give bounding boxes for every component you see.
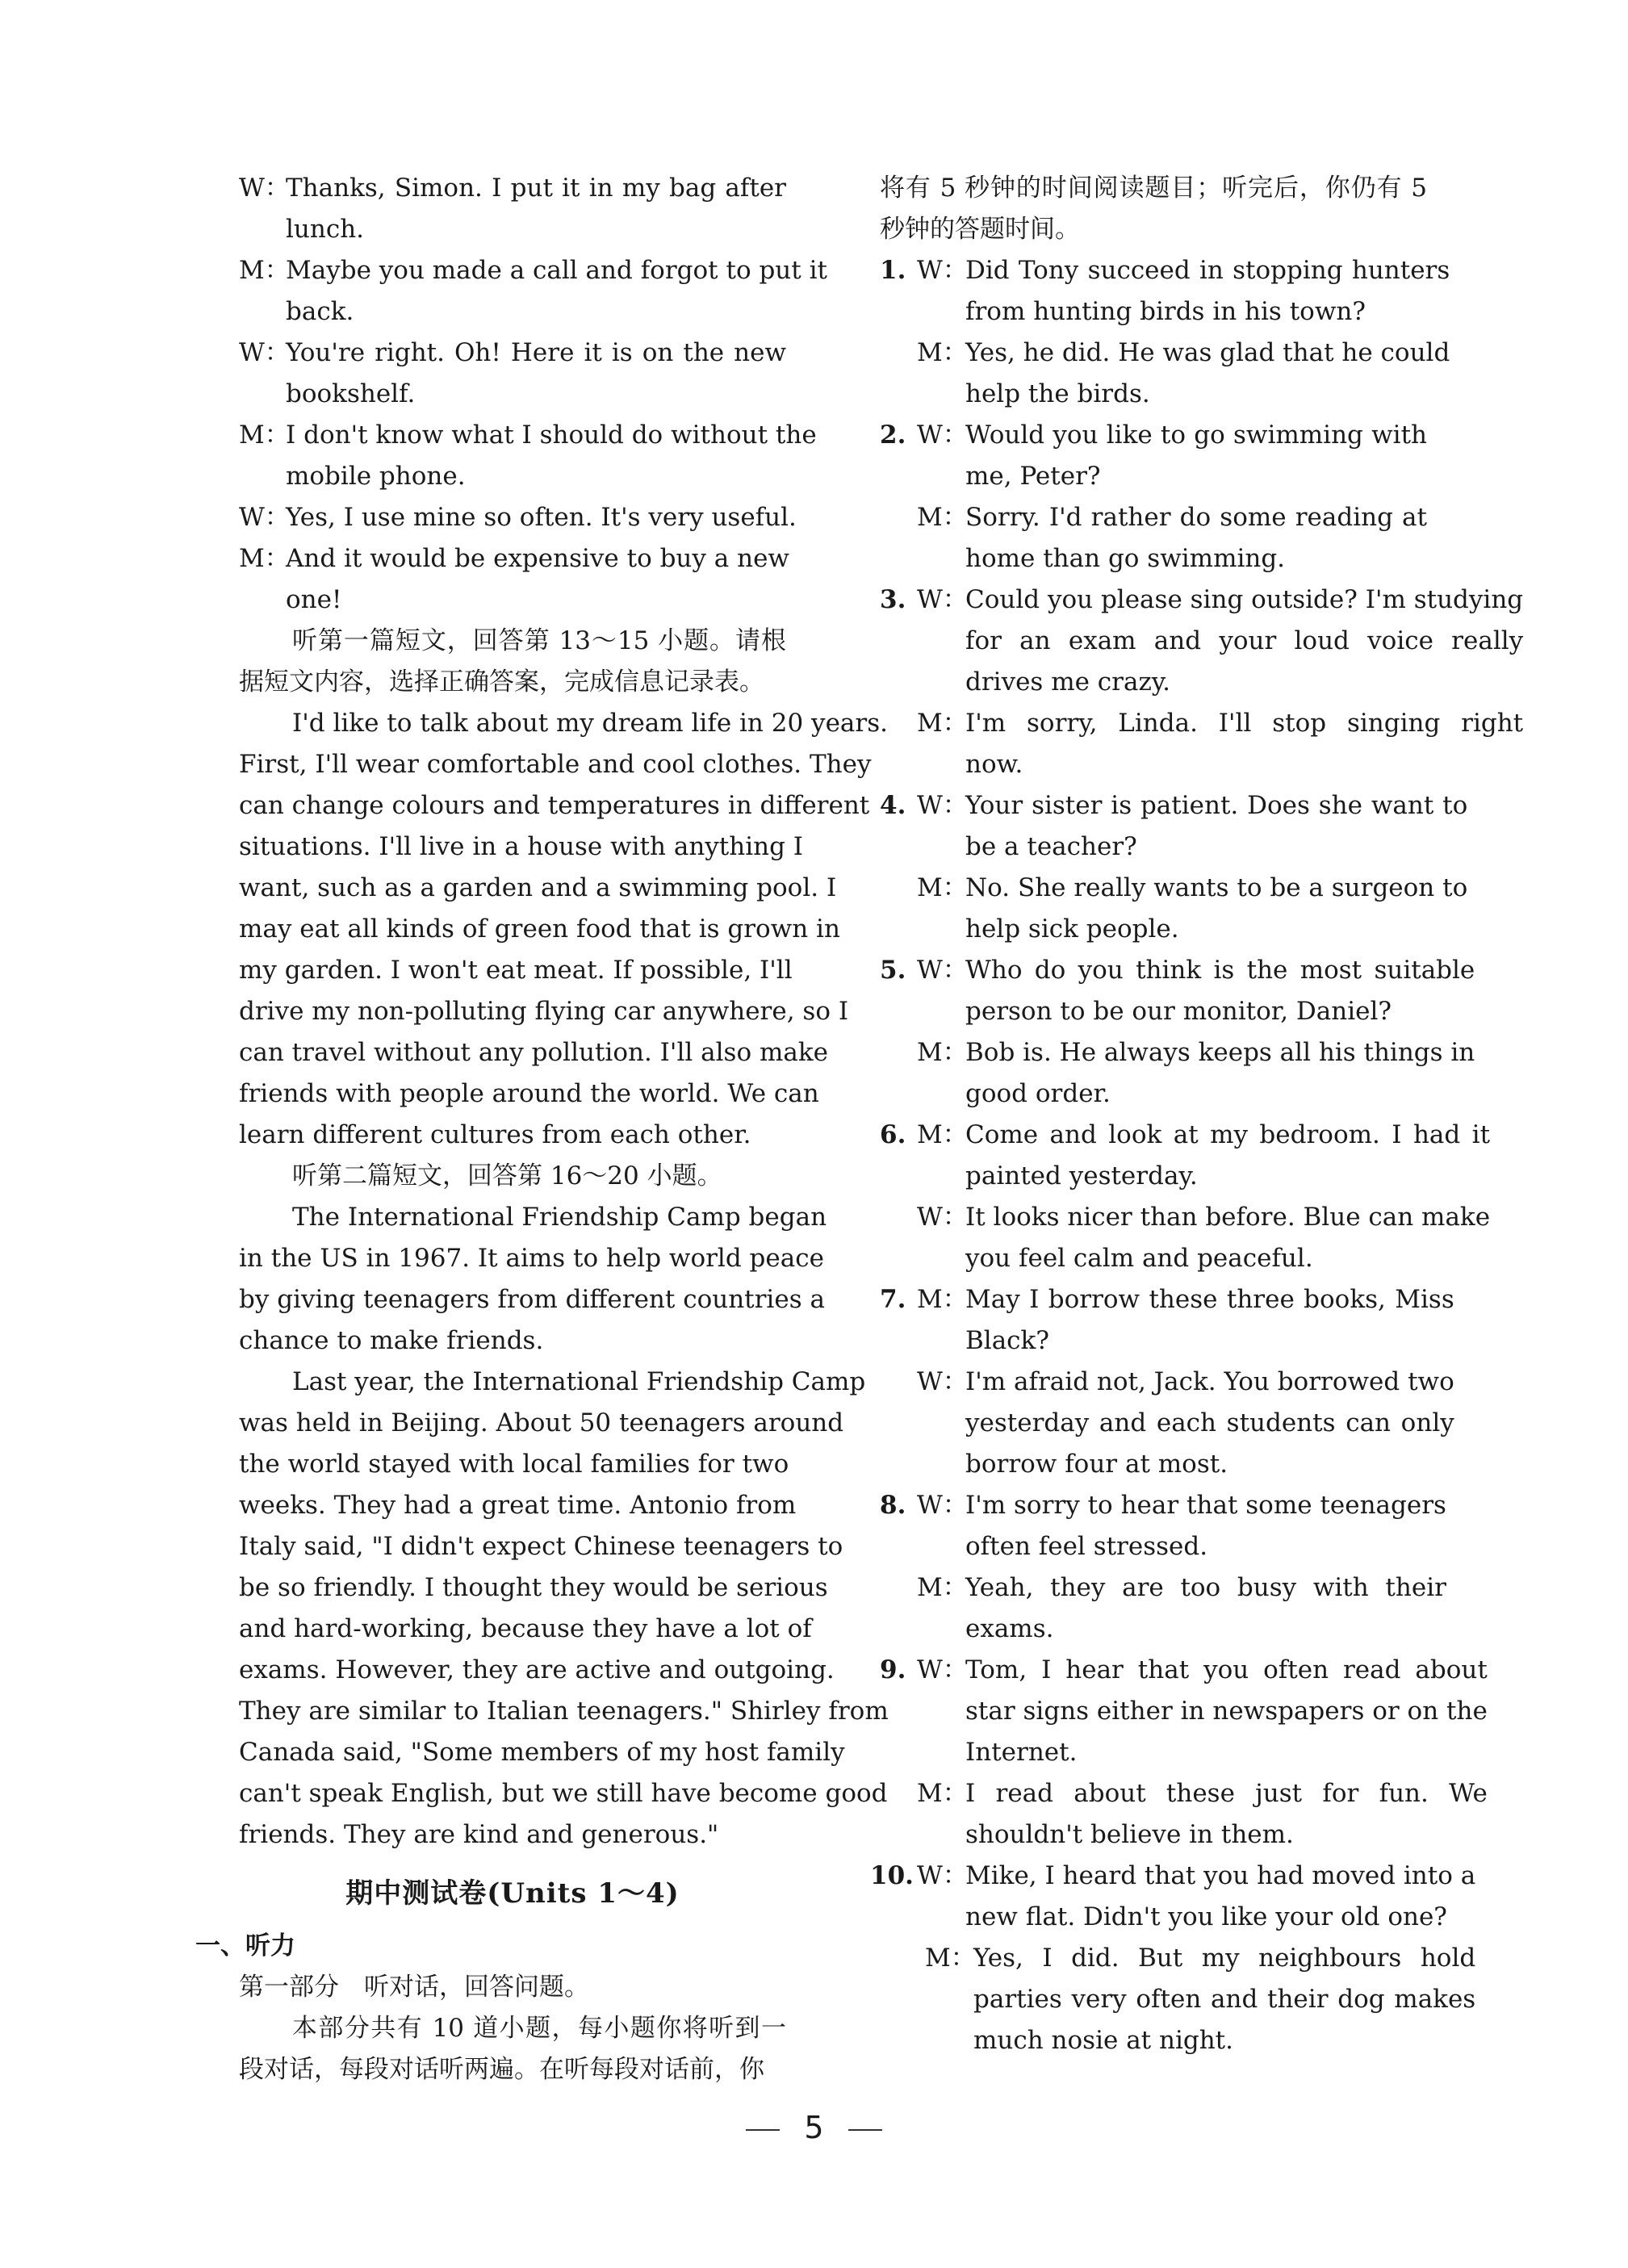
- text-line: Yes, I did. But my neighbours hold: [973, 1944, 1476, 1973]
- speaker-label: M：: [239, 256, 290, 285]
- text-line: 据短文内容，选择正确答案，完成信息记录表。: [239, 667, 764, 697]
- text-line: Maybe you made a call and forgot to put it: [286, 256, 827, 285]
- text-line: The International Friendship Camp began: [292, 1203, 827, 1232]
- text-line: It looks nicer than before. Blue can make: [965, 1203, 1491, 1232]
- text-line: exams.: [965, 1614, 1054, 1643]
- speaker-label: M：: [917, 873, 968, 902]
- question-dialogue: [917, 1856, 1475, 2061]
- text-line: chance to make friends.: [239, 1326, 544, 1355]
- question-item: [880, 785, 1468, 950]
- text-line: be so friendly. I thought they would be serious: [239, 1573, 828, 1602]
- text-line: You're right. Oh! Here it is on the new: [286, 338, 786, 367]
- dialogue-turn: [917, 1773, 1488, 1856]
- dialogue-text: [965, 868, 1467, 950]
- text-line: was held in Beijing. About 50 teenagers around: [239, 1408, 844, 1437]
- text-line: I'm sorry to hear that some teenagers: [965, 1491, 1446, 1520]
- dialogue-text: [286, 538, 789, 621]
- text-line: can travel without any pollution. I'll also make: [239, 1038, 828, 1067]
- dialogue-turn: [917, 250, 1450, 333]
- text-line: friends with people around the world. We can: [239, 1079, 819, 1108]
- passage-2-paragraph-1: [239, 1197, 827, 1362]
- text-line: lunch.: [286, 215, 365, 244]
- dialogue-text: [286, 497, 797, 538]
- speaker-label: M：: [917, 338, 968, 367]
- question-item: [880, 415, 1427, 580]
- dialogue-turn: [239, 333, 786, 415]
- text-line: 将有 5 秒钟的时间阅读题目；听完后，你仍有 5: [880, 174, 1427, 203]
- text-line: bookshelf.: [286, 379, 416, 408]
- text-line: exams. However, they are active and outgoing.: [239, 1655, 835, 1684]
- text-line: No. She really wants to be a surgeon to: [965, 873, 1468, 902]
- question-item: [880, 1279, 1454, 1485]
- passage-1: [239, 703, 888, 1156]
- dialogue-text: [965, 1197, 1490, 1279]
- text-line: 秒钟的答题时间。: [880, 215, 1080, 244]
- text-line: yesterday and each students can only: [965, 1408, 1454, 1437]
- dialogue-turn: [917, 950, 1475, 1032]
- text-line: friends. They are kind and generous.": [239, 1820, 719, 1849]
- text-line: you feel calm and peaceful.: [965, 1244, 1313, 1273]
- text-line: Last year, the International Friendship Camp: [292, 1367, 866, 1396]
- dialogue-turn: [925, 1938, 1475, 2061]
- question-dialogue: [917, 415, 1427, 580]
- dialogue-text: [286, 415, 817, 497]
- text-line: learn different cultures from each other.: [239, 1120, 751, 1149]
- text-line: person to be our monitor, Daniel?: [965, 997, 1392, 1026]
- text-line: home than go swimming.: [965, 544, 1286, 573]
- page-number: 5: [804, 2110, 824, 2145]
- speaker-label: M：: [917, 1779, 968, 1808]
- text-line: I don't know what I should do without the: [286, 421, 817, 450]
- text-line: my garden. I won't eat meat. If possible, I'll: [239, 956, 793, 985]
- dialogue-text: [286, 168, 786, 250]
- text-line: painted yesterday.: [965, 1161, 1198, 1190]
- text-line: Come and look at my bedroom. I had it: [965, 1120, 1491, 1149]
- dialogue-turn: [239, 168, 786, 250]
- text-line: Who do you think is the most suitable: [965, 956, 1475, 985]
- question-item: [880, 950, 1475, 1115]
- question-number: 7.: [880, 1285, 906, 1314]
- speaker-label: W：: [917, 1491, 968, 1520]
- text-line: Bob is. He always keeps all his things in: [965, 1038, 1475, 1067]
- text-line: for an exam and your loud voice really: [965, 626, 1524, 655]
- dialogue-text: [965, 950, 1475, 1032]
- question-number: 9.: [880, 1655, 906, 1684]
- dialogue-turn: [917, 1362, 1454, 1485]
- dialogue-turn: [239, 497, 797, 538]
- dialogue-text: [965, 1362, 1454, 1485]
- question-item: [880, 1650, 1488, 1856]
- dialogue-turn: [917, 333, 1450, 415]
- dialogue-text: [965, 250, 1450, 333]
- text-line: Your sister is patient. Does she want to: [965, 791, 1468, 820]
- dialogue-turn: [917, 1485, 1446, 1567]
- text-line: back.: [286, 297, 354, 326]
- dialogue-top: [239, 168, 827, 621]
- dialogue-turn: [239, 250, 827, 333]
- question-item: [870, 1856, 1476, 2061]
- dialogue-turn: [917, 1567, 1446, 1650]
- question-number: 2.: [880, 421, 906, 450]
- text-line: want, such as a garden and a swimming pool. I: [239, 873, 837, 902]
- text-line: Black?: [965, 1326, 1049, 1355]
- dialogue-turn: [917, 1115, 1490, 1197]
- text-line: help the birds.: [965, 379, 1150, 408]
- text-line: be a teacher?: [965, 832, 1137, 861]
- question-number: 1.: [880, 256, 906, 285]
- dialogue-text: [965, 785, 1467, 868]
- text-line: I'm sorry, Linda. I'll stop singing right: [965, 709, 1524, 738]
- text-line: Mike, I heard that you had moved into a: [965, 1861, 1476, 1890]
- question-dialogue: [917, 1650, 1488, 1856]
- text-line: Tom, I hear that you often read about: [965, 1655, 1488, 1684]
- text-line: And it would be expensive to buy a new: [286, 544, 789, 573]
- text-line: They are similar to Italian teenagers." Shirley from: [239, 1697, 889, 1726]
- dialogue-text: [286, 250, 827, 333]
- dialogue-turn: [917, 1197, 1490, 1279]
- speaker-label: M：: [239, 421, 290, 450]
- question-list: [870, 250, 1524, 2061]
- dialogue-text: [965, 1567, 1446, 1650]
- question-item: [880, 250, 1450, 415]
- speaker-label: W：: [917, 585, 968, 614]
- text-line: Yes, I use mine so often. It's very useful.: [286, 503, 797, 532]
- dialogue-turn: [239, 415, 817, 497]
- dialogue-turn: [917, 415, 1427, 497]
- text-line: drives me crazy.: [965, 667, 1171, 697]
- question-dialogue: [917, 1115, 1490, 1279]
- dialogue-text: [965, 1279, 1454, 1362]
- text-line: Did Tony succeed in stopping hunters: [965, 256, 1450, 285]
- text-line: I'd like to talk about my dream life in 20 years.: [292, 709, 888, 738]
- text-line: Would you like to go swimming with: [965, 421, 1427, 450]
- speaker-label: W：: [239, 503, 290, 532]
- speaker-label: W：: [917, 256, 968, 285]
- speaker-label: M：: [239, 544, 290, 573]
- dialogue-turn: [917, 1856, 1475, 1938]
- instruction-passage-2: 听第二篇短文，回答第 16～20 小题。: [292, 1161, 722, 1190]
- text-line: 段对话，每段对话听两遍。在听每段对话前，你: [239, 2055, 764, 2084]
- text-line: Internet.: [965, 1738, 1078, 1767]
- text-line: 本部分共有 10 道小题，每小题你将听到一: [292, 2014, 786, 2043]
- dialogue-text: [965, 333, 1450, 415]
- speaker-label: M：: [917, 1285, 968, 1314]
- text-line: Could you please sing outside? I'm studying: [965, 585, 1524, 614]
- text-line: I'm afraid not, Jack. You borrowed two: [965, 1367, 1454, 1396]
- passage-2-paragraph-2: [239, 1362, 889, 1856]
- text-line: often feel stressed.: [965, 1532, 1208, 1561]
- text-line: Italy said, "I didn't expect Chinese teenagers to: [239, 1532, 843, 1561]
- text-line: May I borrow these three books, Miss: [965, 1285, 1454, 1314]
- speaker-label: M：: [917, 1038, 968, 1067]
- text-line: now.: [965, 750, 1023, 779]
- dialogue-text: [965, 1115, 1490, 1197]
- dialogue-turn: [917, 868, 1467, 950]
- text-line: me, Peter?: [965, 462, 1101, 491]
- text-line: much nosie at night.: [973, 2026, 1233, 2055]
- footer-dash-left: [746, 2129, 780, 2131]
- dialogue-text: [965, 703, 1523, 785]
- text-line: help sick people.: [965, 914, 1179, 944]
- speaker-label: W：: [917, 1861, 968, 1890]
- text-line: mobile phone.: [286, 462, 466, 491]
- dialogue-text: [965, 415, 1427, 497]
- speaker-label: W：: [917, 956, 968, 985]
- speaker-label: M：: [925, 1944, 976, 1973]
- section-title: 期中测试卷(Units 1～4): [345, 1877, 680, 1910]
- dialogue-text: [965, 1032, 1475, 1115]
- dialogue-text: [965, 497, 1427, 580]
- text-line: star signs either in newspapers or on the: [965, 1697, 1488, 1726]
- speaker-label: W：: [917, 421, 968, 450]
- dialogue-turn: [917, 1032, 1475, 1115]
- question-number: 3.: [880, 585, 906, 614]
- sub-heading: 第一部分 听对话，回答问题。: [239, 1973, 589, 2002]
- question-dialogue: [917, 950, 1475, 1115]
- speaker-label: M：: [917, 1120, 968, 1149]
- dialogue-turn: [917, 1650, 1488, 1773]
- text-line: can change colours and temperatures in different: [239, 791, 870, 820]
- instruction-passage-1: [239, 621, 786, 703]
- text-line: Thanks, Simon. I put it in my bag after: [286, 174, 786, 203]
- text-line: situations. I'll live in a house with anything I: [239, 832, 804, 861]
- dialogue-turn: [917, 703, 1523, 785]
- question-item: [880, 580, 1524, 785]
- text-line: borrow four at most.: [965, 1450, 1228, 1479]
- right-column: [870, 168, 1524, 2061]
- footer-dash-right: [848, 2129, 882, 2131]
- dialogue-turn: [917, 580, 1523, 703]
- text-line: Yes, he did. He was glad that he could: [965, 338, 1450, 367]
- text-line: Canada said, "Some members of my host family: [239, 1738, 845, 1767]
- text-line: I read about these just for fun. We: [965, 1779, 1488, 1808]
- dialogue-text: [965, 580, 1523, 703]
- text-line: in the US in 1967. It aims to help world peace: [239, 1244, 824, 1273]
- left-column: [195, 168, 889, 2090]
- question-number: 5.: [880, 956, 906, 985]
- text-line: good order.: [965, 1079, 1111, 1108]
- speaker-label: W：: [917, 1655, 968, 1684]
- dialogue-turn: [239, 538, 789, 621]
- question-dialogue: [917, 580, 1523, 785]
- page-number-footer: [0, 2110, 1628, 2145]
- dialogue-turn: [917, 497, 1427, 580]
- text-line: one!: [286, 585, 342, 614]
- question-dialogue: [917, 1485, 1446, 1650]
- listening-intro-continued: [880, 168, 1427, 250]
- question-number: 8.: [880, 1491, 906, 1520]
- dialogue-turn: [917, 1279, 1454, 1362]
- speaker-label: W：: [917, 1367, 968, 1396]
- text-line: Yeah, they are too busy with their: [965, 1573, 1446, 1602]
- question-dialogue: [917, 1279, 1454, 1485]
- question-dialogue: [917, 250, 1450, 415]
- dialogue-turn: [917, 785, 1467, 868]
- question-dialogue: [917, 785, 1467, 950]
- text-line: and hard-working, because they have a lot of: [239, 1614, 812, 1643]
- speaker-label: M：: [917, 1573, 968, 1602]
- part-heading: 一、听力: [195, 1931, 295, 1960]
- speaker-label: W：: [917, 1203, 968, 1232]
- question-number: 10.: [870, 1861, 914, 1890]
- text-line: shouldn't believe in them.: [965, 1820, 1294, 1849]
- dialogue-text: [965, 1650, 1488, 1773]
- text-line: the world stayed with local families for two: [239, 1450, 789, 1479]
- question-number: 6.: [880, 1120, 906, 1149]
- text-line: can't speak English, but we still have become good: [239, 1779, 888, 1808]
- text-line: 听第一篇短文，回答第 13～15 小题。请根: [292, 626, 786, 655]
- text-line: parties very often and their dog makes: [973, 1985, 1476, 2014]
- text-line: drive my non-polluting flying car anywhere, so I: [239, 997, 849, 1026]
- listening-intro: [239, 2008, 786, 2090]
- speaker-label: W：: [239, 174, 290, 203]
- speaker-label: M：: [917, 709, 968, 738]
- speaker-label: W：: [917, 791, 968, 820]
- dialogue-text: [965, 1773, 1488, 1856]
- speaker-label: W：: [239, 338, 290, 367]
- question-item: [880, 1485, 1446, 1650]
- dialogue-text: [973, 1938, 1475, 2061]
- question-item: [880, 1115, 1491, 1279]
- dialogue-text: [965, 1856, 1475, 1938]
- question-number: 4.: [880, 791, 906, 820]
- text-line: weeks. They had a great time. Antonio from: [239, 1491, 797, 1520]
- dialogue-text: [286, 333, 786, 415]
- text-line: First, I'll wear comfortable and cool clothes. They: [239, 750, 872, 779]
- text-line: new flat. Didn't you like your old one?: [965, 1902, 1447, 1931]
- text-line: may eat all kinds of green food that is grown in: [239, 914, 840, 944]
- dialogue-text: [965, 1485, 1446, 1567]
- speaker-label: M：: [917, 503, 968, 532]
- text-line: by giving teenagers from different countries a: [239, 1285, 825, 1314]
- text-line: from hunting birds in his town?: [965, 297, 1366, 326]
- text-line: Sorry. I'd rather do some reading at: [965, 503, 1427, 532]
